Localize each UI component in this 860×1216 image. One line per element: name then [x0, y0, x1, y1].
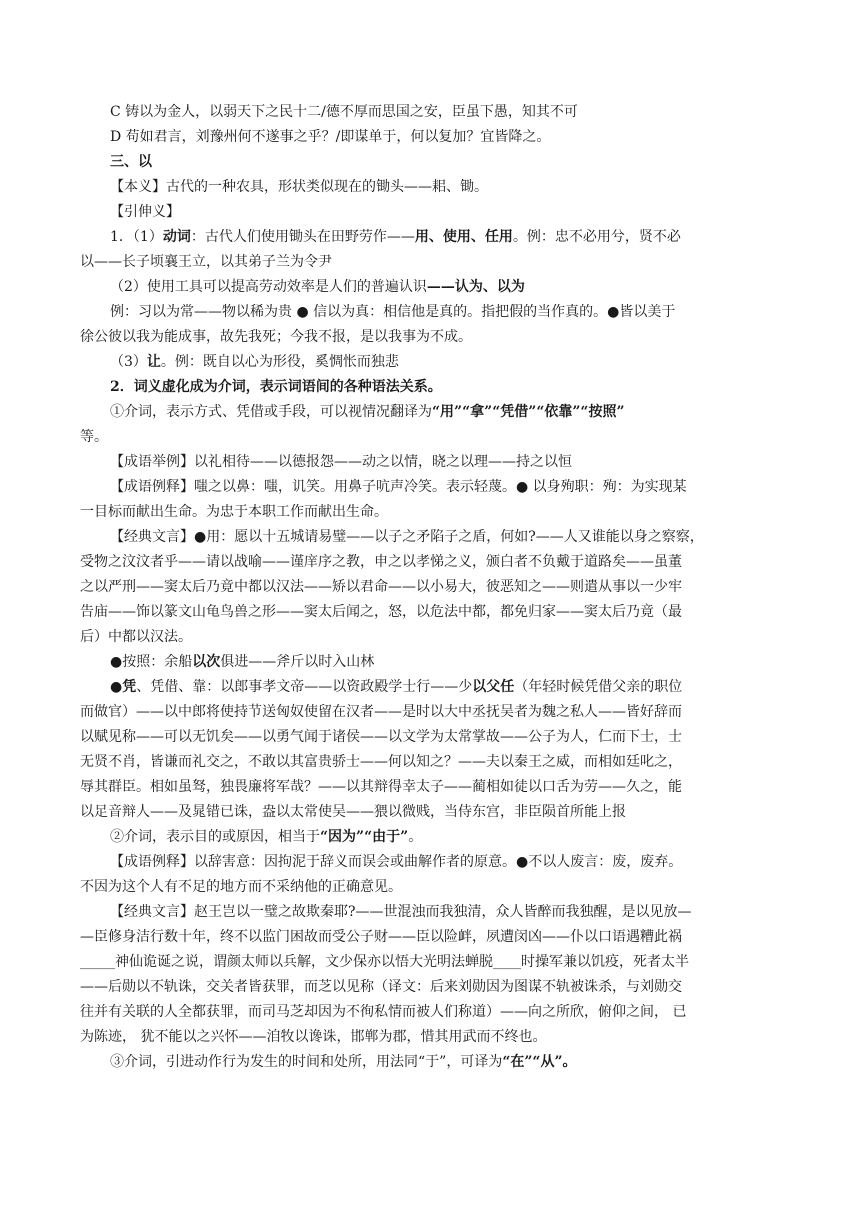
text-segment: C 铸以为金人，以弱天下之民十二/德不厚而思国之安，臣虽下愚，知其不可	[110, 104, 578, 120]
text-line	[80, 575, 780, 600]
text-line	[80, 250, 780, 275]
text-line	[80, 150, 780, 175]
text-line	[80, 750, 780, 775]
text-line	[80, 425, 780, 450]
text-line	[80, 475, 780, 500]
document-body	[80, 100, 780, 1075]
text-segment: 。例：既自以心为形役，奚惆怅而独悲	[160, 354, 399, 370]
text-line	[80, 450, 780, 475]
bold-text: 以次	[192, 654, 221, 670]
text-segment: 。	[408, 829, 423, 845]
bold-text: 动词	[162, 229, 191, 245]
text-line	[80, 200, 780, 225]
text-line	[80, 950, 780, 975]
text-segment: 一目标而献出生命。为忠于本职工作而献出生命。	[80, 504, 388, 520]
text-line	[80, 225, 780, 250]
text-line	[80, 375, 780, 400]
text-segment: ——后勋以不轨诛，交关者皆获罪，而芝以见称（译文：后来刘勋因为图谋不轨被诛杀，与刘勋交	[80, 979, 682, 995]
text-segment: 之以严刑——窦太后乃竟中都以汉法——矫以君命——以小易大，彼恶知之——则遣从事以一少牢	[80, 579, 682, 595]
text-segment: 无贤不肖，皆谦而礼交之，不敢以其富贵骄士——何以知之？——夫以秦王之威，而相如廷叱之，	[80, 754, 682, 770]
text-line	[80, 400, 780, 425]
bold-text: 三、以	[110, 154, 152, 170]
text-segment: 以赋见称——可以无饥矣——以勇气闻于诸侯——以文学为太常掌故——公子为人，仁而下士，士	[80, 729, 682, 745]
text-line	[80, 875, 780, 900]
text-segment: 【经典文言】●用：愿以十五城请易璧——以子之矛陷子之盾，何如?——人又谁能以身之察察，	[110, 529, 704, 545]
text-line	[80, 600, 780, 625]
text-segment: 受物之汶汶者乎——请以战喻——谨庠序之教，申之以孝悌之义，颁白者不负戴于道路矣——虽董	[80, 554, 682, 570]
bold-text: “用”“拿”“凭借”“依靠”“按照”	[432, 404, 625, 420]
text-segment: （2）使用工具可以提高劳动效率是人们的普遍认识	[110, 279, 427, 295]
text-line	[80, 700, 780, 725]
text-line	[80, 275, 780, 300]
text-segment: ②介词，表示目的或原因，相当于	[110, 829, 320, 845]
text-segment: 以足音辩人——及晁错已诛，盎以太常使吴——猥以微贱，当侍东宫，非臣陨首所能上报	[80, 804, 626, 820]
text-segment: —臣修身洁行数十年，终不以监门困故而受公子财——臣以险衅，夙遭闵凶——仆以口语遇糟此祸	[80, 929, 682, 945]
text-segment: 【成语举例】以礼相待——以德报怨——动之以情，晓之以理——持之以恒	[110, 454, 572, 470]
text-segment: 【成语例释】嗤之以鼻：嗤，讥笑。用鼻子吭声冷笑。表示轻蔑。● 以身殉职：殉：为实现某	[110, 479, 687, 495]
text-segment: 等。	[80, 429, 108, 445]
text-segment: 而做官）——以中郎将使持节送匈奴使留在汉者——是时以大中丞抚吴者为魏之私人——皆好辞而	[80, 704, 682, 720]
text-segment: 。例：忠不必用兮，贤不必	[512, 229, 681, 245]
bold-text: ——认为、以为	[426, 279, 525, 295]
bold-text: 2．词义虚化成为介词，表示词语间的各种语法关系。	[110, 379, 442, 395]
text-line	[80, 925, 780, 950]
text-segment: 【引伸义】	[110, 204, 180, 220]
text-line	[80, 500, 780, 525]
text-segment: 不因为这个人有不足的地方而不采纳他的正确意见。	[80, 879, 402, 895]
text-line	[80, 1025, 780, 1050]
text-segment: ：古代人们使用锄头在田野劳作——	[190, 229, 415, 245]
text-line	[80, 1000, 780, 1025]
bold-text: 以父任	[472, 679, 515, 695]
text-line	[80, 975, 780, 1000]
text-segment: 【本义】古代的一种农具，形状类似现在的锄头——耜、锄。	[110, 179, 488, 195]
text-line	[80, 350, 780, 375]
text-line	[80, 300, 780, 325]
text-segment: 【成语例释】以辞害意：因拘泥于辞义而误会或曲解作者的原意。●不以人废言：废，废弃。	[110, 854, 683, 870]
text-segment: 后）中都以汉法。	[80, 629, 192, 645]
text-segment: 1．（1）	[110, 229, 163, 245]
text-segment: 徐公彼以我为能成事，故先我死；今我不报，是以我事为不成。	[80, 329, 472, 345]
bold-text: 让	[146, 354, 161, 370]
bold-text: ●凭	[110, 679, 137, 695]
text-line	[80, 100, 780, 125]
text-segment: ③介词，引进动作行为发生的时间和处所，用法同“于”，可译为	[110, 1054, 503, 1070]
text-segment: D 苟如君言，刘豫州何不遂事之乎？/即谋单于，何以复加？宜皆降之。	[110, 129, 551, 145]
text-segment: 辱其群臣。相如虽驽，独畏廉将军哉？——以其辩得幸太子——蔺相如徒以口舌为劳——久之，能	[80, 779, 682, 795]
text-line	[80, 775, 780, 800]
text-line	[80, 525, 780, 550]
text-line	[80, 325, 780, 350]
bold-text: “因为”“由于”	[320, 829, 409, 845]
text-segment: 告庙——饰以篆文山龟鸟兽之形——窦太后闻之，怒，以危法中都，都免归家——窦太后乃竟（最	[80, 604, 682, 620]
text-line	[80, 625, 780, 650]
text-line	[80, 175, 780, 200]
bold-text: 用、使用、任用	[414, 229, 513, 245]
bold-text: “在”“从”。	[502, 1054, 577, 1070]
text-line	[80, 825, 780, 850]
text-segment: 【经典文言】赵王岂以一璧之故欺秦耶?——世混浊而我独清，众人皆醉而我独醒，是以见放—	[110, 904, 692, 920]
text-line	[80, 550, 780, 575]
text-segment: 往并有关联的人全都获罪，而司马芝却因为不徇私情而被人们称道）——向之所欣，俯仰之间， 已	[80, 1004, 687, 1020]
text-line	[80, 125, 780, 150]
text-segment: 以——长子顷襄王立，以其弟子兰为令尹	[80, 254, 332, 270]
text-segment: （3）	[110, 354, 147, 370]
text-segment: 俱进——斧斤以时入山林	[220, 654, 375, 670]
text-line	[80, 900, 780, 925]
text-segment: 、凭借、靠：以郎事孝文帝——以资政殿学士行——少	[136, 679, 473, 695]
text-line	[80, 725, 780, 750]
text-line	[80, 850, 780, 875]
text-segment: （年轻时候凭借父亲的职位	[514, 679, 683, 695]
text-segment: ①介词，表示方式、凭借或手段，可以视情况翻译为	[110, 404, 432, 420]
text-segment: ●按照：余船	[110, 654, 193, 670]
text-line	[80, 1050, 780, 1075]
text-segment: 为陈迹， 犹不能以之兴怀——洎牧以谗诛，邯郸为郡，惜其用武而不终也。	[80, 1029, 547, 1045]
text-line	[80, 800, 780, 825]
text-line	[80, 675, 780, 700]
text-segment: 例：习以为常——物以稀为贵 ● 信以为真：相信他是真的。指把假的当作真的。●皆以美于	[110, 304, 676, 320]
text-segment: _____神仙诡诞之说，谓颜太师以兵解，文少保亦以悟大光明法蝉脱____时操军兼以饥疫，死者太半	[80, 954, 689, 970]
text-line	[80, 650, 780, 675]
